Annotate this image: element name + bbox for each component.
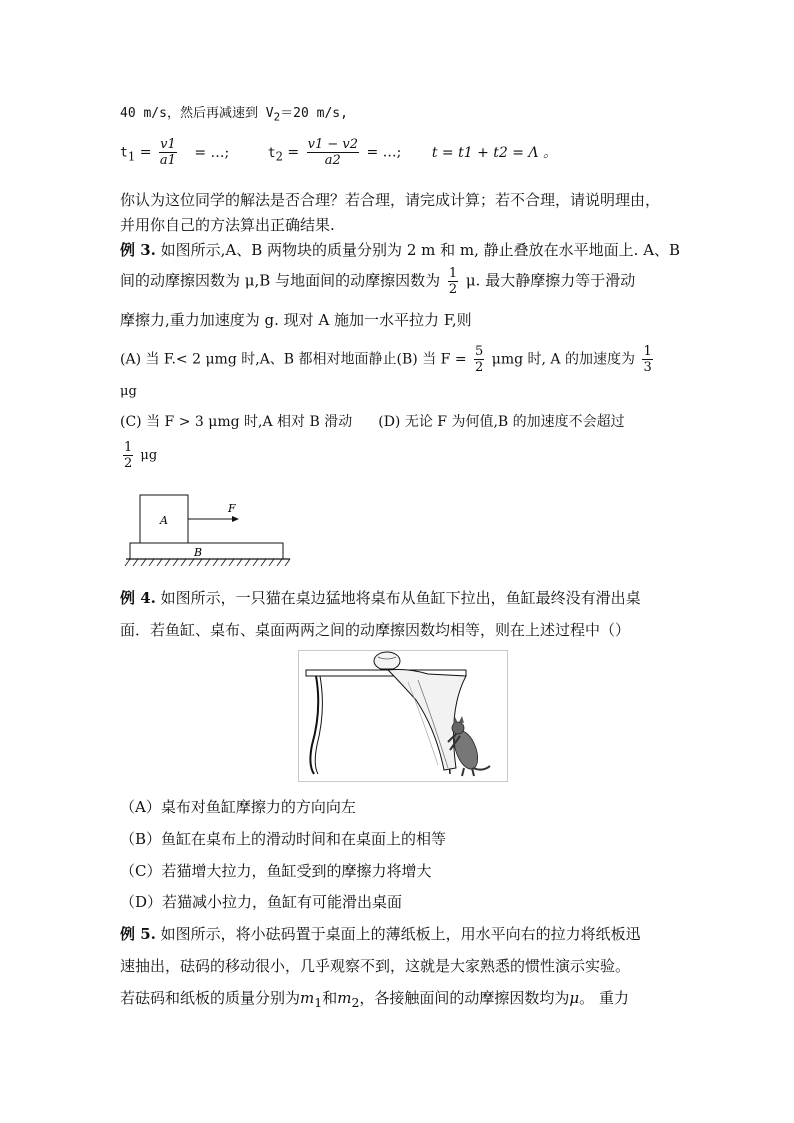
t2-label: t (267, 145, 276, 161)
dots: = …; (194, 144, 230, 161)
intro-line-3: 你认为这位同学的解法是否合理？若合理，请完成计算；若不合理，请说明理由， (120, 191, 661, 209)
blocks-figure (122, 490, 297, 570)
arrow-head-icon (232, 516, 239, 522)
fraction-half: $\frac{1}{2}$ (448, 266, 458, 297)
subscript: 1 (127, 149, 136, 164)
subscript: 2 (273, 110, 281, 124)
option-b-unit: μg (120, 384, 137, 399)
mu-symbol: μ (569, 989, 580, 1007)
ex4-option-a: （A）桌布对鱼缸摩擦力的方向向左 (120, 798, 356, 816)
option-a: (A) 当 F.< 2 μmg 时,A、B 都相对地面静止 (120, 351, 397, 368)
option-d-value: $\frac{1}{2}$ μg (124, 440, 158, 471)
intro-line-4: 并用你自己的方法算出正确结果. (120, 216, 335, 234)
intro-line-1 (120, 104, 348, 128)
t1-label: t (120, 145, 128, 161)
intro-text: 40 m/s，然后再减速到 V (120, 106, 274, 121)
ex3-options-cd (120, 412, 625, 432)
block-a-label: A (160, 514, 168, 527)
ex4-line-1: 例 4. 如图所示，一只猫在桌边猛地将桌布从鱼缸下拉出，鱼缸最终没有滑出桌 (120, 589, 641, 607)
ex4-option-c: （C）若猫增大拉力，鱼缸受到的摩擦力将增大 (120, 862, 432, 880)
ex5-line-1: 例 5. 如图所示，将小砝码置于桌面上的薄纸板上，用水平向右的拉力将纸板迅 (120, 925, 641, 943)
fraction-v1-a1: $\frac{v1}{a1}$ (159, 137, 176, 168)
option-d: (D) 无论 F 为何值,B 的加速度不会超过 (378, 414, 625, 430)
equals: = (135, 144, 152, 161)
cat-table-figure (298, 650, 508, 782)
intro-text: ＝20 m/s, (280, 106, 348, 121)
ex3-line-3: 摩擦力,重力加速度为 g. 现对 A 施加一水平拉力 F,则 (120, 311, 472, 329)
ex4-option-b: （B）鱼缸在桌布上的滑动时间和在桌面上的相等 (120, 830, 447, 848)
ex3-options-ab: (A) 当 F.< 2 μmg 时,A、B 都相对地面静止(B) 当 F = $\frac{5}{2}$ μmg 时, A 的加速度为 $\frac{1}{3}$ (120, 344, 652, 375)
example-label: 例 3. (120, 241, 156, 259)
dots: = …; (366, 144, 402, 161)
example-label: 例 5. (120, 925, 156, 943)
equals: = (282, 144, 300, 161)
ex4-line-2: 面．若鱼缸、桌布、桌面两两之间的动摩擦因数均相等，则在上述过程中（） (120, 621, 631, 639)
ex5-line-3: 若砝码和纸板的质量分别为$m_1$和$m_2$，各接触面间的动摩擦因数均为μ。 重力 (120, 989, 629, 1010)
block-b-label: B (194, 546, 203, 559)
option-c: (C) 当 F > 3 μmg 时,A 相对 B 滑动 (120, 414, 353, 430)
mass-m1: m (300, 989, 315, 1007)
total-time: t = t1 + t2 = Λ 。 (431, 144, 557, 161)
force-label: F (228, 502, 236, 515)
fish-bowl (374, 652, 400, 670)
block-b (130, 543, 283, 559)
option-b: (B) 当 F = (396, 351, 467, 368)
fraction-v1v2-a2: $\frac{v1 - v2}{a2}$ (307, 137, 359, 168)
subscript: 2 (275, 149, 283, 164)
ex3-line-1: 例 3. 如图所示,A、B 两物块的质量分别为 2 m 和 m, 静止叠放在水平地面上. A、B (120, 241, 681, 259)
ex4-option-d: （D）若猫减小拉力，鱼缸有可能滑出桌面 (120, 893, 403, 911)
mass-m2: m (337, 989, 352, 1007)
formula-line (120, 137, 557, 168)
ex3-line-2: 间的动摩擦因数为 μ,B 与地面间的动摩擦因数为 $\frac{1}{2}$ μ. 最大静摩擦力等于滑动 (120, 266, 636, 297)
ground-hatching (125, 559, 290, 566)
ex5-line-2: 速抽出，砝码的移动很小，几乎观察不到，这就是大家熟悉的惯性演示实验。 (120, 957, 631, 975)
example-label: 例 4. (120, 589, 156, 607)
